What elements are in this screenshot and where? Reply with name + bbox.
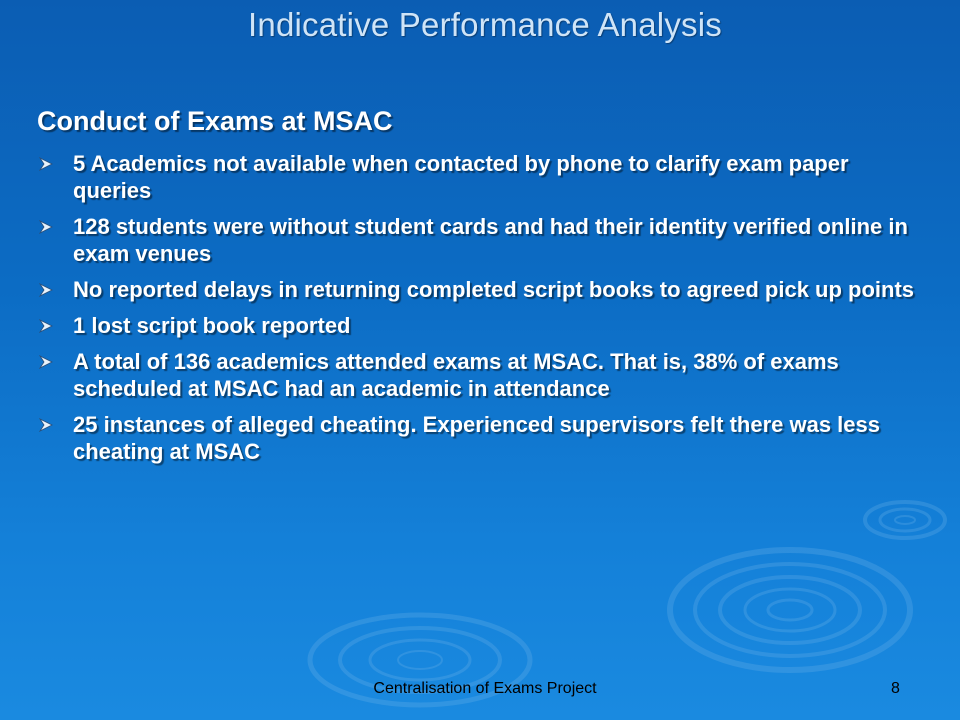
- bullet-item: [37, 276, 927, 303]
- bullet-text: 128 students were without student cards and had their identity verified online in exam venues: [73, 214, 908, 266]
- footer-title: Centralisation of Exams Project: [373, 680, 597, 697]
- page-number: 8: [891, 680, 900, 697]
- bullet-text: A total of 136 academics attended exams at MSAC. That is, 38% of exams scheduled at MSAC had an academic in attendance: [73, 349, 839, 401]
- bullet-text: 5 Academics not available when contacted by phone to clarify exam paper queries: [73, 151, 849, 203]
- bullet-text: 1 lost script book reported: [73, 313, 351, 338]
- bullet-list: [37, 150, 927, 474]
- bullet-text: No reported delays in returning completed script books to agreed pick up points: [73, 277, 915, 302]
- bullet-item: [37, 411, 927, 465]
- arrow-bullet-icon: [39, 319, 53, 333]
- bullet-item: [37, 213, 927, 267]
- bullet-item: [37, 150, 927, 204]
- bullet-text: 25 instances of alleged cheating. Experienced supervisors felt there was less cheating at MSAC: [73, 412, 880, 464]
- slide-title: Indicative Performance Analysis: [248, 6, 722, 43]
- arrow-bullet-icon: [39, 418, 53, 432]
- section-heading: Conduct of Exams at MSAC: [37, 106, 393, 136]
- arrow-bullet-icon: [39, 355, 53, 369]
- arrow-bullet-icon: [39, 283, 53, 297]
- arrow-bullet-icon: [39, 220, 53, 234]
- bullet-item: [37, 312, 927, 339]
- bullet-item: [37, 348, 927, 402]
- arrow-bullet-icon: [39, 157, 53, 171]
